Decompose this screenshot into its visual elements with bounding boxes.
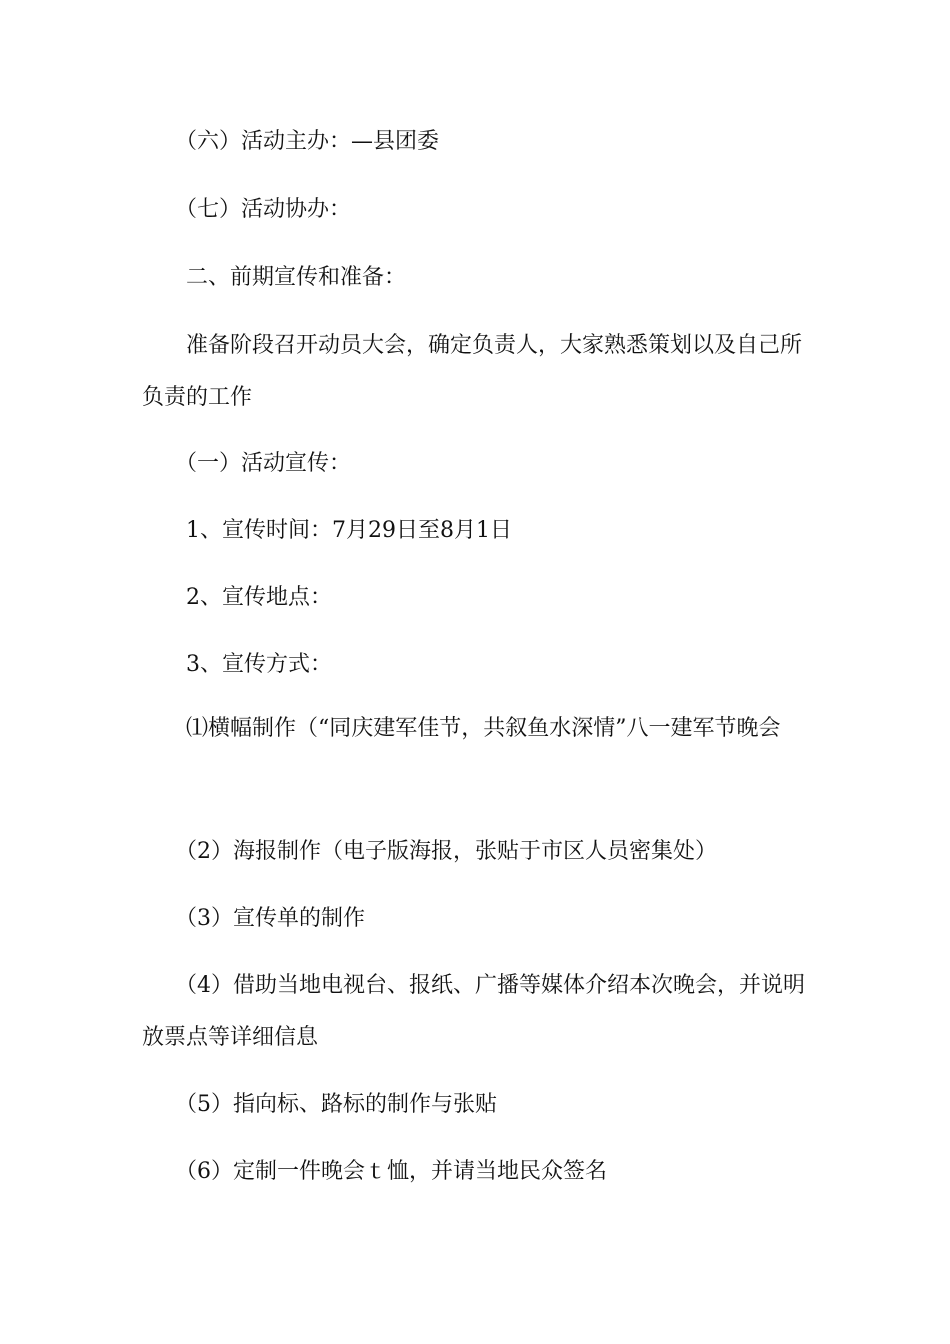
subheading-publicity: （一）活动宣传： bbox=[142, 451, 352, 476]
list-item-banner: ⑴横幅制作（“同庆建军佳节，共叙鱼水深情”八一建军节晚会 bbox=[142, 716, 781, 741]
list-item-flyer: （3）宣传单的制作 bbox=[142, 906, 365, 931]
list-item-publicity-location: 2、宣传地点： bbox=[142, 585, 332, 610]
list-item-media: （4）借助当地电视台、报纸、广播等媒体介绍本次晚会，并说明放票点等详细信息 bbox=[142, 973, 805, 1050]
list-item-tshirt: （6）定制一件晚会ｔ恤，并请当地民众签名 bbox=[142, 1159, 607, 1184]
list-item-publicity-time: 1、宣传时间：7月29日至8月1日 bbox=[142, 518, 512, 543]
list-item-poster: （2）海报制作（电子版海报，张贴于市区人员密集处） bbox=[142, 839, 717, 864]
paragraph-organizer: （六）活动主办：—县团委 bbox=[142, 129, 440, 154]
list-item-publicity-method: 3、宣传方式： bbox=[142, 652, 332, 677]
paragraph-mobilization: 准备阶段召开动员大会，确定负责人，大家熟悉策划以及自己所负责的工作 bbox=[142, 333, 803, 410]
paragraph-co-organizer: （七）活动协办： bbox=[142, 197, 352, 222]
list-item-signs: （5）指向标、路标的制作与张贴 bbox=[142, 1092, 497, 1117]
section-heading-preparation: 二、前期宣传和准备： bbox=[142, 265, 407, 290]
